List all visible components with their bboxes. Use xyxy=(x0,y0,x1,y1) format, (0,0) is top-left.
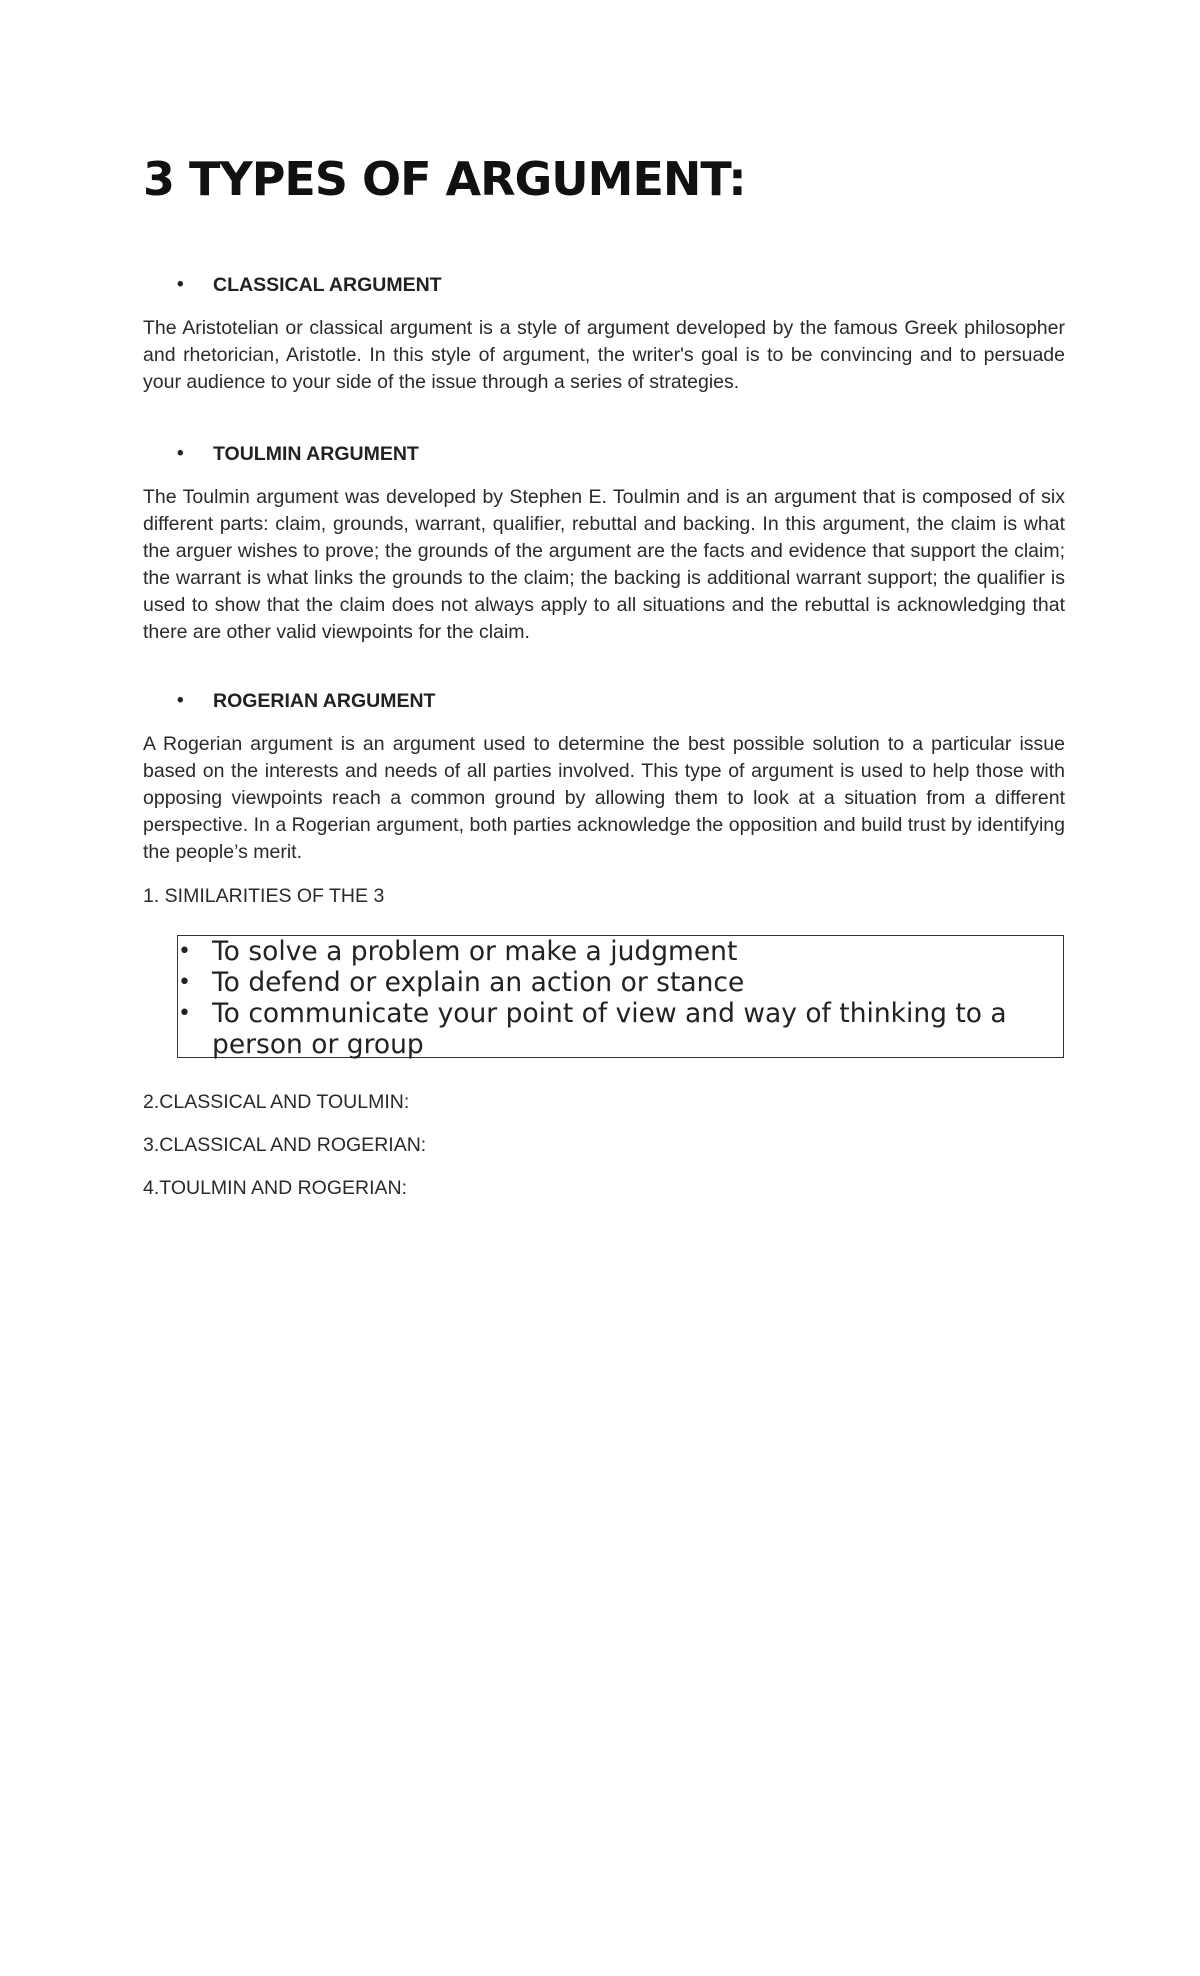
section-heading-label: TOULMIN ARGUMENT xyxy=(213,443,419,465)
section-body-rogerian: A Rogerian argument is an argument used to determine the best possible solution to a particular issue based on the interests and needs of all parties involved. This type of argument is used to help those with opposing viewpoints reach a common ground by allowing them to look at a situation from a different perspective. In a Rogerian argument, both parties acknowledge the opposition and build trust by identifying the people’s merit. xyxy=(143,733,1065,863)
bullet-icon: • xyxy=(177,443,184,464)
comparison-classical-rogerian: 3.CLASSICAL AND ROGERIAN: xyxy=(143,1134,427,1156)
section-body-toulmin: The Toulmin argument was developed by Stephen E. Toulmin and is an argument that is composed of six different parts: claim, grounds, warrant, qualifier, rebuttal and backing. In this argument, the claim is what the arguer wishes to prove; the grounds of the argument are the facts and evidence that support the claim; the warrant is what links the grounds to the claim; the backing is additional warrant support; the qualifier is used to show that the claim does not always apply to all situations and the rebuttal is acknowledging that there are other valid viewpoints for the claim. xyxy=(143,486,1065,643)
document-title: 3 TYPES OF ARGUMENT: xyxy=(143,152,746,206)
bullet-icon: • xyxy=(177,274,184,295)
section-heading-label: CLASSICAL ARGUMENT xyxy=(213,274,442,296)
section-body-classical: The Aristotelian or classical argument is a style of argument developed by the famous Greek philosopher and rhetorician, Aristotle. In this style of argument, the writer's goal is to be convincing and to persuade your audience to your side of the issue through a series of strategies. xyxy=(143,317,1065,393)
bullet-icon: • xyxy=(178,1001,191,1026)
list-item-text: To solve a problem or make a judgment xyxy=(212,936,738,967)
list-item-text: To communicate your point of view and way of thinking to a person or group xyxy=(212,998,1007,1060)
list-item xyxy=(178,936,1063,967)
bullet-icon: • xyxy=(178,970,191,995)
list-item xyxy=(178,967,1063,998)
similarities-label: 1. SIMILARITIES OF THE 3 xyxy=(143,885,385,907)
list-item xyxy=(178,998,1063,1060)
bullet-icon: • xyxy=(178,939,191,964)
list-item-text: To defend or explain an action or stance xyxy=(212,967,745,998)
comparison-classical-toulmin: 2.CLASSICAL AND TOULMIN: xyxy=(143,1091,410,1113)
bullet-icon: • xyxy=(177,690,184,711)
comparison-toulmin-rogerian: 4.TOULMIN AND ROGERIAN: xyxy=(143,1177,408,1199)
similarities-box xyxy=(177,935,1064,1058)
similarities-list xyxy=(178,936,1063,1060)
section-heading-label: ROGERIAN ARGUMENT xyxy=(213,690,436,712)
